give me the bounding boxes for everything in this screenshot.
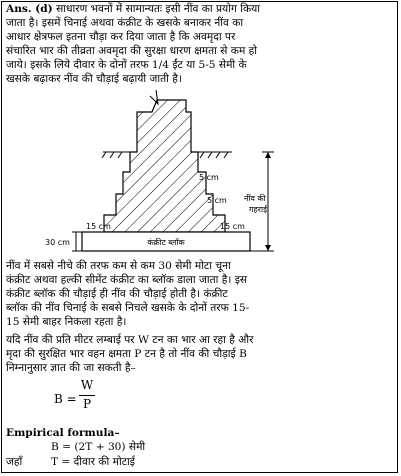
depth-label-1: नींव की	[244, 194, 266, 203]
empirical-equation: B = (2T + 30) सेमी	[51, 441, 146, 453]
para3-line-3: निम्नानुसार ज्ञात की जा सकती है–	[6, 362, 136, 374]
thickness-definition: T = दीवार की मोटाई	[51, 456, 135, 468]
label-15cm-right: 15 cm	[220, 222, 245, 231]
formula-numerator: W	[80, 378, 94, 392]
label-15cm-left: 15 cm	[86, 222, 111, 231]
where-label: जहाँ	[6, 456, 23, 468]
formula-denominator: P	[82, 397, 92, 411]
intro-line-6: खसके बढ़ाकर नींव की चौड़ाई बढ़ायी जाती है।	[6, 73, 182, 85]
intro-line-5: जाये। इसके लिये दीवार के दोनों तरफ 1/4 ईंट या 5-5 सेमी के	[6, 59, 247, 71]
fraction-bar	[79, 395, 95, 396]
label-5cm-lower: 5 cm	[207, 196, 227, 205]
label-5cm-upper: 5 cm	[199, 173, 219, 182]
stepped-footing	[104, 100, 225, 232]
formula-lhs: B =	[54, 392, 77, 406]
para2-line-2: कंक्रीट अथवा हल्की सीमेंट कंक्रीट का ब्लॉक डाला जाता है। इस	[6, 274, 248, 286]
empirical-heading: Empirical formula–	[6, 427, 120, 439]
intro-line-4: संचारित भार की तीव्रता अवमृदा की सुरक्षा धारण क्षमता से कम हो	[6, 45, 258, 57]
depth-label-2: गहराई	[249, 205, 268, 214]
para3-line-1: यदि नींव की प्रति मीटर लम्बाई पर W टन का भार आ रहा है और	[6, 334, 254, 346]
para2-line-1: नींव में सबसे नीचे की तरफ कम से कम 30 सेमी मोटा चूना	[6, 260, 231, 272]
answer-label: Ans. (d)	[6, 3, 53, 15]
intro-line-1-text: साधारण भवनों में सामान्यतः इसी नींव का प्रयोग किया	[56, 3, 261, 15]
para2-line-5: 15 सेमी बाहर निकला रहता है।	[6, 316, 127, 328]
intro-line-3: आधार क्षेत्रफल इतना चौड़ा कर दिया जाता है कि अवमृदा पर	[6, 31, 236, 43]
para3-line-2: मृदा की सुरक्षित भार वहन क्षमता P टन है तो नींव की चौड़ाई B	[6, 348, 247, 360]
para2-line-4: ब्लॉक की नींव चिनाई के सबसे निचले खसके के दोनों तरफ 15-	[6, 302, 250, 314]
label-30cm: 30 cm	[45, 238, 70, 247]
intro-line-2: जाता है। इसमें चिनाई अथवा कंक्रीट के खसके बनाकर नींव का	[6, 17, 244, 29]
para2-line-3: कंक्रीट ब्लॉक की चौड़ाई ही नींव की चौड़ाई होती है। कंक्रीट	[6, 288, 228, 300]
concrete-block-label: कंक्रीट ब्लॉक	[147, 238, 185, 247]
